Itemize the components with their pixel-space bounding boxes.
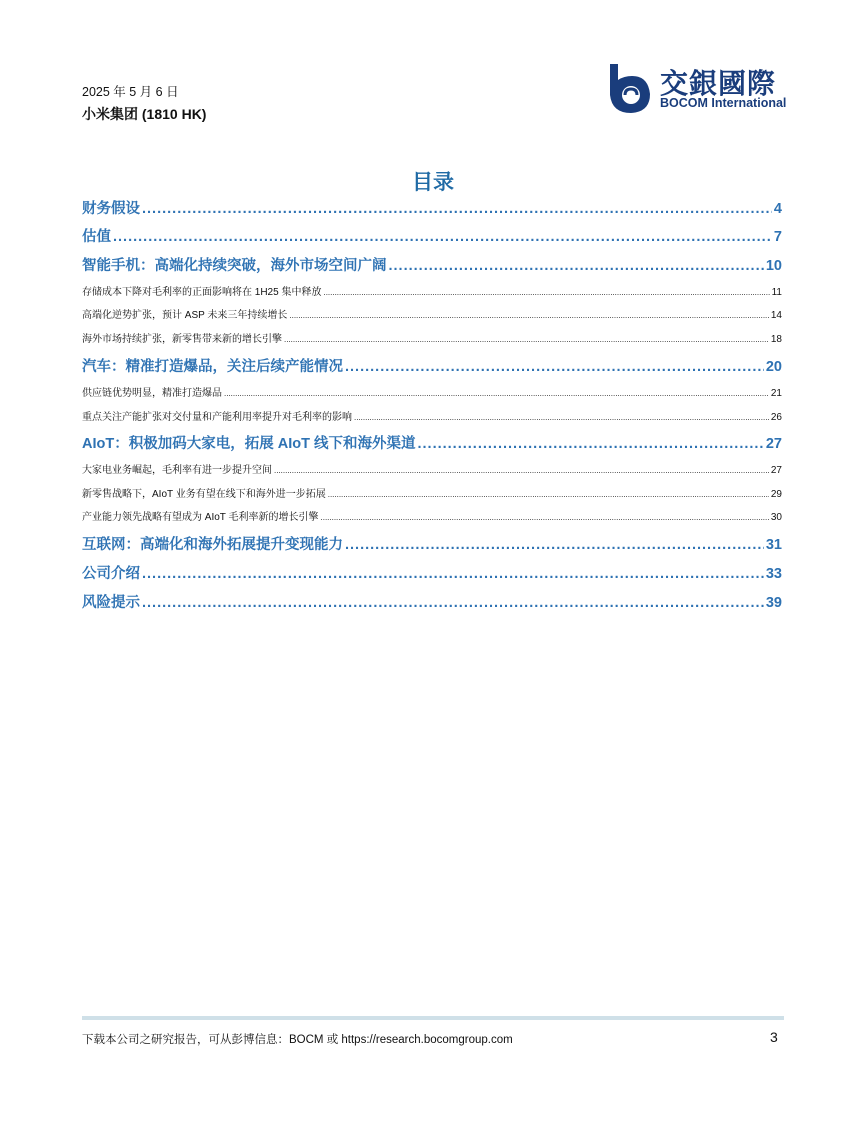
toc-leader-dots bbox=[142, 563, 764, 585]
page-number: 3 bbox=[770, 1029, 778, 1045]
toc-entry[interactable] bbox=[82, 433, 782, 455]
toc-entry-label: 存储成本下降对毛利率的正面影响将在 1H25 集中释放 bbox=[82, 287, 322, 298]
toc-entry-page: 14 bbox=[770, 310, 782, 321]
toc-entry-label: 汽车：精准打造爆品，关注后续产能情况 bbox=[82, 359, 343, 375]
toc-leader-dots bbox=[323, 285, 769, 301]
toc-entry-page: 27 bbox=[765, 436, 782, 452]
toc-entry-label: AIoT：积极加码大家电，拓展 AIoT 线下和海外渠道 bbox=[82, 436, 416, 452]
toc-entry-page: 20 bbox=[765, 359, 782, 375]
toc-leader-dots bbox=[142, 592, 764, 614]
toc-entry[interactable] bbox=[82, 356, 782, 378]
footer-disclaimer: 下载本公司之研究报告，可从彭博信息：BOCM 或 https://research.bocomgroup.com bbox=[82, 1034, 513, 1046]
toc-entry-page: 39 bbox=[765, 595, 782, 611]
toc-leader-dots bbox=[142, 198, 772, 220]
toc-entry-page: 21 bbox=[770, 388, 782, 399]
toc-entry-page: 29 bbox=[770, 489, 782, 500]
toc-entry-page: 10 bbox=[765, 258, 782, 274]
toc-entry-label: 估值 bbox=[82, 229, 111, 245]
toc-leader-dots bbox=[284, 332, 769, 348]
toc-leader-dots bbox=[354, 410, 769, 426]
toc-entry-page: 33 bbox=[765, 566, 782, 582]
toc-subentry[interactable] bbox=[82, 332, 782, 348]
toc-leader-dots bbox=[289, 308, 768, 324]
toc-entry-label: 智能手机：高端化持续突破，海外市场空间广阔 bbox=[82, 258, 387, 274]
toc-leader-dots bbox=[321, 510, 769, 526]
toc-entry-label: 风险提示 bbox=[82, 595, 140, 611]
toc-entry-label: 重点关注产能扩张对交付量和产能利用率提升对毛利率的影响 bbox=[82, 412, 352, 423]
bocom-logo bbox=[604, 60, 789, 114]
company-name: 小米集团 (1810 HK) bbox=[82, 106, 207, 122]
toc-entry-page: 11 bbox=[771, 287, 782, 298]
logo-name-cn: 交銀國際 bbox=[660, 67, 777, 100]
logo-name-en: BOCOM International bbox=[660, 96, 787, 110]
toc-entry-page: 4 bbox=[773, 201, 782, 217]
toc-leader-dots bbox=[345, 534, 764, 556]
toc-subentry[interactable] bbox=[82, 308, 782, 324]
toc-entry-label: 新零售战略下，AIoT 业务有望在线下和海外进一步拓展 bbox=[82, 489, 326, 500]
toc-entry-page: 27 bbox=[770, 465, 782, 476]
toc-entry-page: 30 bbox=[770, 512, 782, 523]
toc-title: 目录 bbox=[412, 171, 454, 194]
report-date: 2025 年 5 月 6 日 bbox=[82, 85, 179, 99]
toc-entry-label: 海外市场持续扩张，新零售带来新的增长引擎 bbox=[82, 334, 282, 345]
bocom-logo-icon bbox=[604, 62, 654, 114]
toc-entry-label: 互联网：高端化和海外拓展提升变现能力 bbox=[82, 537, 343, 553]
toc-subentry[interactable] bbox=[82, 487, 782, 503]
toc-leader-dots bbox=[389, 255, 764, 277]
toc-leader-dots bbox=[224, 386, 769, 402]
toc-subentry[interactable] bbox=[82, 510, 782, 526]
toc-leader-dots bbox=[328, 487, 769, 503]
toc-entry-page: 26 bbox=[770, 412, 782, 423]
toc-subentry[interactable] bbox=[82, 463, 782, 479]
toc-entry-label: 财务假设 bbox=[82, 201, 140, 217]
toc-leader-dots bbox=[345, 356, 764, 378]
toc-entry[interactable] bbox=[82, 534, 782, 556]
toc-leader-dots bbox=[274, 463, 769, 479]
toc-entry-page: 18 bbox=[770, 334, 782, 345]
toc-entry-label: 产业能力领先战略有望成为 AIoT 毛利率新的增长引擎 bbox=[82, 512, 319, 523]
toc-subentry[interactable] bbox=[82, 285, 782, 301]
toc-leader-dots bbox=[417, 433, 763, 455]
toc-entry-page: 7 bbox=[773, 229, 782, 245]
toc-entry-page: 31 bbox=[765, 537, 782, 553]
footer-divider bbox=[82, 1016, 784, 1020]
toc-subentry[interactable] bbox=[82, 386, 782, 402]
toc-entry-label: 高端化逆势扩张，预计 ASP 未来三年持续增长 bbox=[82, 310, 288, 321]
toc-entry-label: 公司介绍 bbox=[82, 566, 140, 582]
toc-entry[interactable] bbox=[82, 563, 782, 585]
toc-entry-label: 大家电业务崛起，毛利率有进一步提升空间 bbox=[82, 465, 272, 476]
toc-entry[interactable] bbox=[82, 198, 782, 220]
toc-entry[interactable] bbox=[82, 592, 782, 614]
toc-leader-dots bbox=[113, 226, 772, 248]
toc-entry[interactable] bbox=[82, 255, 782, 277]
toc-entry[interactable] bbox=[82, 226, 782, 248]
toc-entry-label: 供应链优势明显，精准打造爆品 bbox=[82, 388, 222, 399]
toc-subentry[interactable] bbox=[82, 410, 782, 426]
